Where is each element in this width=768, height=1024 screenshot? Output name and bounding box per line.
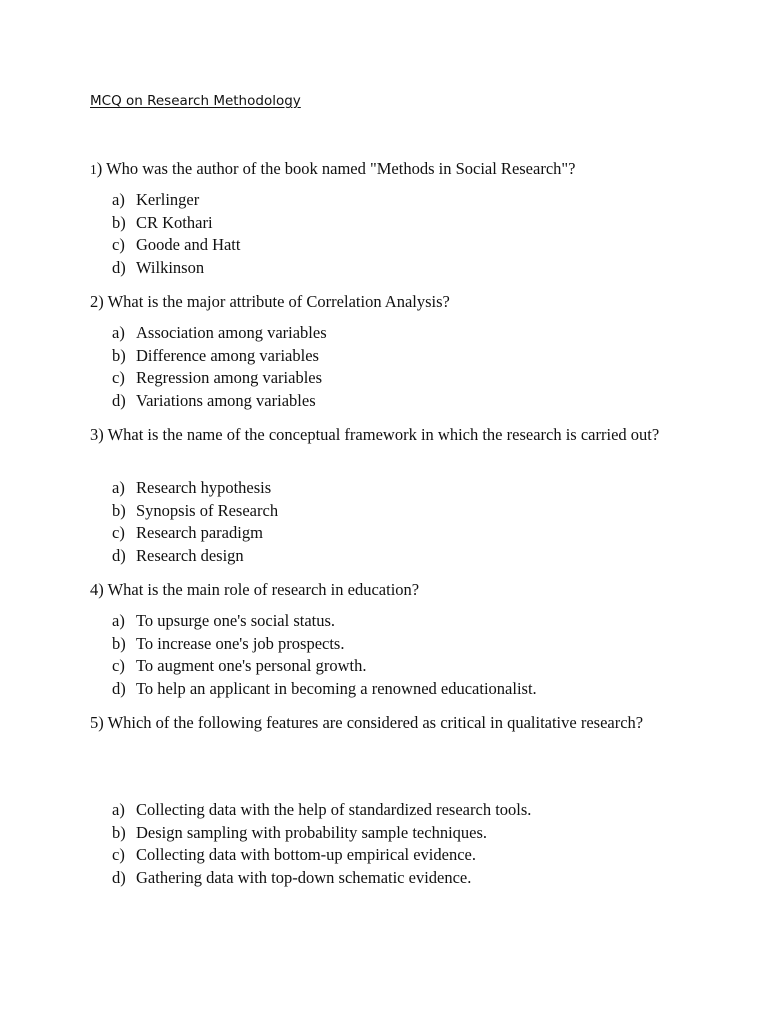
option-c	[112, 844, 531, 867]
option-a	[112, 322, 327, 345]
option-text: To increase one's job prospects.	[136, 633, 345, 653]
option-text: To help an applicant in becoming a renowned educationalist.	[136, 678, 537, 698]
option-text: To upsurge one's social status.	[136, 611, 336, 630]
options-list-5	[112, 799, 531, 889]
option-text: CR Kothari	[136, 212, 213, 232]
option-c	[112, 655, 537, 678]
option-d	[112, 867, 531, 890]
question-text: ) Who was the author of the book named "Methods in Social Research"?	[96, 159, 576, 178]
question-text: 2) What is the major attribute of Correlation Analysis?	[90, 292, 450, 311]
option-a	[112, 799, 531, 822]
option-letter: b)	[112, 633, 126, 653]
option-text: Synopsis of Research	[136, 500, 279, 520]
option-text: Research hypothesis	[136, 478, 272, 497]
option-letter: a)	[112, 611, 125, 630]
option-text: Wilkinson	[136, 257, 205, 277]
option-letter: a)	[112, 478, 125, 497]
option-letter: c)	[112, 656, 125, 675]
option-letter: b)	[112, 212, 126, 232]
option-letter: a)	[112, 323, 125, 342]
question-3	[90, 423, 690, 446]
question-5	[90, 711, 690, 734]
question-text: 4) What is the main role of research in education?	[90, 580, 420, 599]
option-text: Regression among variables	[136, 368, 323, 387]
option-text: Goode and Hatt	[136, 235, 241, 254]
option-d	[112, 390, 327, 413]
question-2	[90, 290, 690, 313]
option-c	[112, 522, 278, 545]
option-b	[112, 633, 537, 656]
option-b	[112, 500, 278, 523]
option-letter: b)	[112, 345, 126, 365]
option-c	[112, 367, 327, 390]
option-letter: c)	[112, 523, 125, 542]
option-letter: d)	[112, 545, 126, 565]
option-d	[112, 545, 278, 568]
option-d	[112, 678, 537, 701]
option-letter: b)	[112, 500, 126, 520]
option-text: Kerlinger	[136, 190, 200, 209]
option-a	[112, 189, 240, 212]
option-text: Research design	[136, 545, 244, 565]
option-letter: a)	[112, 800, 125, 819]
option-text: Collecting data with the help of standardized research tools.	[136, 800, 532, 819]
option-a	[112, 477, 278, 500]
option-b	[112, 822, 531, 845]
option-text: To augment one's personal growth.	[136, 656, 367, 675]
option-letter: a)	[112, 190, 125, 209]
options-list-3	[112, 477, 278, 567]
question-number: 1	[90, 162, 97, 177]
option-c	[112, 234, 240, 257]
option-letter: b)	[112, 822, 126, 842]
question-text: 5) Which of the following features are considered as critical in qualitative research?	[90, 713, 644, 732]
page-title: MCQ on Research Methodology	[90, 93, 301, 109]
option-text: Difference among variables	[136, 345, 319, 365]
options-list-4	[112, 610, 537, 700]
options-list-2	[112, 322, 327, 412]
option-letter: c)	[112, 235, 125, 254]
option-d	[112, 257, 240, 280]
question-4	[90, 578, 690, 601]
options-list-1	[112, 189, 240, 279]
option-b	[112, 345, 327, 368]
option-text: Association among variables	[136, 323, 327, 342]
question-text: 3) What is the name of the conceptual framework in which the research is carried out?	[90, 425, 660, 444]
option-letter: d)	[112, 390, 126, 410]
option-text: Research paradigm	[136, 523, 263, 542]
option-letter: c)	[112, 845, 125, 864]
option-a	[112, 610, 537, 633]
option-text: Gathering data with top-down schematic evidence.	[136, 867, 472, 887]
option-b	[112, 212, 240, 235]
option-letter: d)	[112, 257, 126, 277]
option-letter: c)	[112, 368, 125, 387]
option-letter: d)	[112, 867, 126, 887]
option-text: Variations among variables	[136, 390, 316, 410]
question-1	[90, 157, 690, 181]
option-text: Collecting data with bottom-up empirical evidence.	[136, 845, 476, 864]
option-letter: d)	[112, 678, 126, 698]
option-text: Design sampling with probability sample techniques.	[136, 822, 488, 842]
